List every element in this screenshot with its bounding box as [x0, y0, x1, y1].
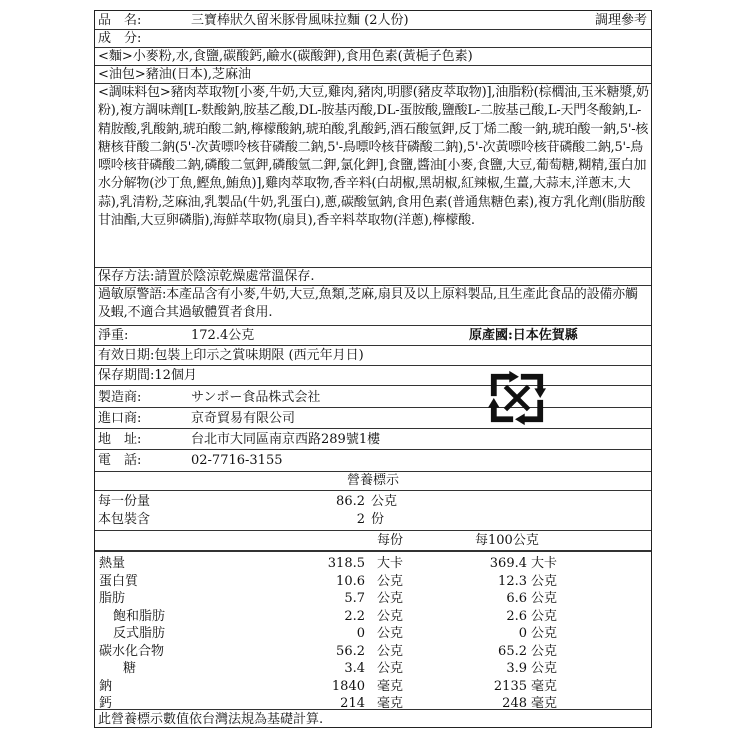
- product-label: [94, 10, 652, 728]
- country-of-origin: 原產國:日本佐賀縣: [469, 328, 578, 343]
- divider: [95, 428, 651, 429]
- nutrient-label: 飽和脂肪: [113, 608, 166, 624]
- product-name-label: 品 名:: [98, 13, 142, 28]
- recycle-mark-icon: [488, 369, 546, 427]
- ingredients-seasoning: <調味料包>豬肉萃取物[小麥,牛奶,大豆,雞肉,豬肉,明膠(豬皮萃取物)],油脂粉(棕櫚油,玉米糖漿,奶粉),複方調味劑[L-麩酸鈉,胺基乙酸,DL-胺基丙酸,DL-蛋胺酸,鹽酸L-二胺基己酸,L-天門冬酸鈉,L-精胺酸,乳酸鈉,琥珀酸二鈉,檸檬酸鈉,琥珀酸,乳酸鈣,酒石酸氫鉀,反丁烯二酸一鈉,琥珀酸一鈉,5'-核糖核苷酸二鈉(5'-次黃嘌呤核苷磷酸二鈉,5'-鳥嘌呤核苷磷酸二鈉),5'-次黃嘌呤核苷磷酸二鈉,5'-鳥嘌呤核苷磷酸二鈉,磷酸二氫鉀,磷酸氫二鉀,氯化鉀],食鹽,醬油[小麥,食鹽,大豆,葡萄糖,糊精,蛋白加水分解物(沙丁魚,鰹魚,鮪魚)],雞肉萃取物,香辛料(白胡椒,黑胡椒,紅辣椒,生薑,大蒜末,洋蔥末,大蒜),乳清粉,芝麻油,乳製品(牛奶,乳蛋白),蔥,碳酸氫鈉,食用色素(普通焦糖色素),複方乳化劑(脂肪酸甘油酯,大豆卵磷脂),海鮮萃取物(扇貝),香辛料萃取物(洋蔥),檸檬酸.: [98, 85, 649, 229]
- nutrient-unit: 大卡: [377, 556, 404, 571]
- nutrient-label: 糖: [123, 661, 137, 676]
- nutrient-per-100g: 6.6: [506, 591, 527, 606]
- nutrient-unit: 公克: [377, 661, 404, 676]
- divider: [95, 530, 651, 531]
- nutrient-per-100g: 2.6: [506, 608, 527, 624]
- nutrient-unit: 公克: [531, 643, 558, 659]
- shelf-life: 保存期間:12個月: [98, 368, 197, 383]
- nutrient-per-100g: 12.3: [498, 573, 527, 589]
- expiry-date: 有效日期:包裝上印示之賞味期限 (西元年月日): [98, 348, 364, 363]
- serving-size-unit: 公克: [371, 494, 398, 509]
- nutrient-unit: 公克: [377, 591, 404, 606]
- nutrient-unit: 毫克: [531, 678, 558, 694]
- manufacturer-label: 製造商:: [98, 390, 142, 405]
- nutrient-label: 蛋白質: [99, 573, 139, 589]
- nutrient-per-100g: 65.2: [498, 643, 527, 659]
- phone-label: 電 話:: [98, 453, 142, 468]
- nutrient-label: 脂肪: [99, 591, 126, 606]
- nutrient-unit: 大卡: [531, 556, 558, 571]
- product-name: 三寶棒狀久留米豚骨風味拉麵 (2人份): [191, 13, 409, 28]
- cooking-note: 調理參考: [594, 13, 647, 28]
- serving-size-label: 每一份量: [98, 494, 151, 509]
- nutrient-per-100g: 2135: [493, 678, 527, 694]
- manufacturer-value: サンポー食品株式会社: [191, 390, 321, 405]
- nutrient-per-serving: 1840: [331, 678, 365, 694]
- divider: [95, 325, 651, 326]
- divider: [95, 407, 651, 408]
- servings-label: 本包裝含: [98, 512, 151, 527]
- per-100g-header: 每100公克: [475, 533, 539, 548]
- address-label: 地 址:: [98, 432, 142, 447]
- nutrient-unit: 毫克: [377, 678, 404, 694]
- nutrient-unit: 公克: [531, 626, 558, 641]
- phone-value: 02-7716-3155: [191, 453, 283, 468]
- divider: [95, 550, 651, 552]
- nutrient-per-serving: 10.6: [336, 573, 365, 589]
- nutrient-per-100g: 0: [518, 626, 527, 641]
- per-serving-header: 每份: [377, 533, 404, 548]
- nutrient-label: 鈉: [99, 678, 113, 694]
- nutrient-per-serving: 5.7: [344, 591, 365, 606]
- nutrient-label: 熱量: [99, 556, 126, 571]
- nutrient-unit: 毫克: [531, 696, 558, 711]
- divider: [95, 385, 651, 386]
- nutrient-unit: 公克: [377, 573, 404, 589]
- nutrient-unit: 公克: [377, 643, 404, 659]
- nutrient-unit: 公克: [377, 626, 404, 641]
- nutrient-label: 反式脂肪: [113, 626, 166, 641]
- nutrition-footnote: 此營養標示數值依台灣法規為基礎計算.: [98, 712, 324, 727]
- importer-label: 進口商:: [98, 411, 142, 426]
- nutrient-per-serving: 2.2: [344, 608, 365, 624]
- nutrition-title: 營養標示: [346, 473, 399, 488]
- nutrient-unit: 毫克: [377, 696, 404, 711]
- servings-unit: 份: [371, 512, 385, 527]
- divider: [95, 490, 651, 491]
- divider: [95, 709, 651, 710]
- nutrient-unit: 公克: [377, 608, 404, 624]
- serving-size-value: 86.2: [336, 494, 365, 509]
- nutrient-unit: 公克: [531, 573, 558, 589]
- nutrient-per-serving: 318.5: [327, 556, 365, 571]
- nutrient-per-100g: 3.9: [506, 661, 527, 676]
- storage-method: 保存方法:請置於陰涼乾燥處常溫保存.: [98, 269, 315, 284]
- ingredients-oil: <油包>豬油(日本),芝麻油: [98, 67, 252, 82]
- net-weight-value: 172.4公克: [191, 328, 255, 343]
- nutrient-per-100g: 369.4: [489, 556, 527, 571]
- allergy-warning: 過敏原警語:本產品含有小麥,牛奶,大豆,魚類,芝麻,扇貝及以上原料製品,且生產此食品的設備亦觸及蝦,不適合其過敏體質者食用.: [98, 287, 638, 320]
- net-weight-label: 淨重:: [98, 328, 129, 343]
- ingredients-noodles: <麵>小麥粉,水,食鹽,碳酸鈣,鹼水(碳酸鉀),食用色素(黃梔子色素): [98, 49, 473, 64]
- nutrient-unit: 公克: [531, 591, 558, 606]
- nutrient-per-serving: 3.4: [344, 661, 365, 676]
- nutrient-per-serving: 0: [356, 626, 365, 641]
- nutrient-unit: 公克: [531, 608, 558, 624]
- nutrient-per-100g: 248: [502, 696, 527, 711]
- servings-value: 2: [356, 512, 365, 527]
- divider: [95, 365, 651, 366]
- nutrient-per-serving: 214: [340, 696, 365, 711]
- address-value: 台北市大同區南京西路289號1樓: [191, 432, 381, 447]
- nutrient-label: 碳水化合物: [99, 643, 165, 659]
- divider: [95, 449, 651, 450]
- nutrient-per-serving: 56.2: [336, 643, 365, 659]
- ingredients-label: 成 分:: [98, 31, 142, 46]
- nutrient-unit: 公克: [531, 661, 558, 676]
- importer-value: 京奇貿易有限公司: [191, 411, 296, 426]
- nutrient-label: 鈣: [99, 696, 113, 711]
- divider: [95, 345, 651, 346]
